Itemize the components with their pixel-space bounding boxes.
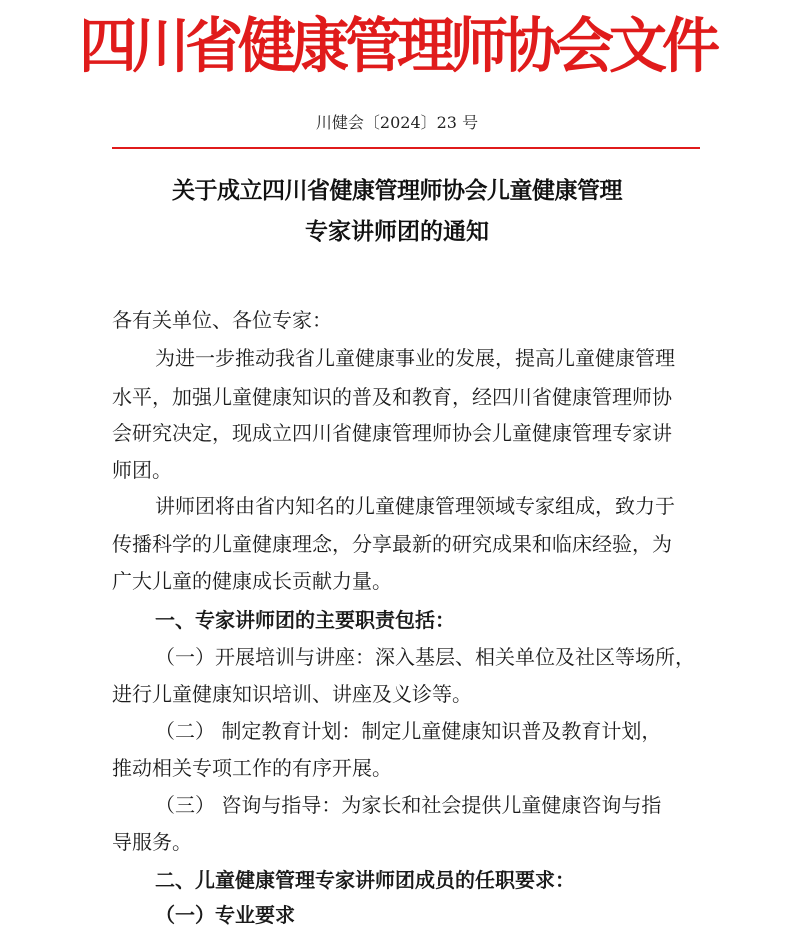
red-divider-line — [112, 147, 700, 149]
salutation: 各有关单位、各位专家： — [112, 308, 332, 332]
duty-3-line-1: （三） 咨询与指导：为家长和社会提供儿童健康咨询与指 — [155, 793, 662, 817]
duty-2-line-1: （二） 制定教育计划：制定儿童健康知识普及教育计划， — [155, 719, 662, 743]
paragraph-1-line-1: 为进一步推动我省儿童健康事业的发展，提高儿童健康管理 — [155, 346, 675, 370]
section-2-heading: 二、儿童健康管理专家讲师团成员的任职要求： — [155, 868, 575, 892]
paragraph-1-line-3: 会研究决定，现成立四川省健康管理师协会儿童健康管理专家讲 — [112, 421, 672, 445]
paragraph-1-line-4: 师团。 — [112, 458, 172, 482]
document-number: 川健会〔2024〕23 号 — [315, 113, 479, 132]
paragraph-2-line-1: 讲师团将由省内知名的儿童健康管理领域专家组成，致力于 — [155, 494, 675, 518]
duty-3-line-2: 导服务。 — [112, 830, 192, 854]
document-header-title: 四川省健康管理师协会文件 — [78, 10, 715, 82]
duty-2-line-2: 推动相关专项工作的有序开展。 — [112, 756, 392, 780]
notice-title-line-2: 专家讲师团的通知 — [305, 218, 489, 245]
duty-1-line-1: （一）开展培训与讲座：深入基层、相关单位及社区等场所， — [155, 645, 695, 669]
duty-1-line-2: 进行儿童健康知识培训、讲座及义诊等。 — [112, 682, 472, 706]
paragraph-2-line-3: 广大儿童的健康成长贡献力量。 — [112, 569, 392, 593]
subsection-1-heading: （一）专业要求 — [155, 903, 295, 927]
paragraph-1-line-2: 水平，加强儿童健康知识的普及和教育，经四川省健康管理师协 — [112, 385, 672, 409]
paragraph-2-line-2: 传播科学的儿童健康理念，分享最新的研究成果和临床经验，为 — [112, 532, 672, 556]
section-1-heading: 一、专家讲师团的主要职责包括： — [155, 608, 455, 632]
notice-title-line-1: 关于成立四川省健康管理师协会儿童健康管理 — [172, 177, 622, 204]
